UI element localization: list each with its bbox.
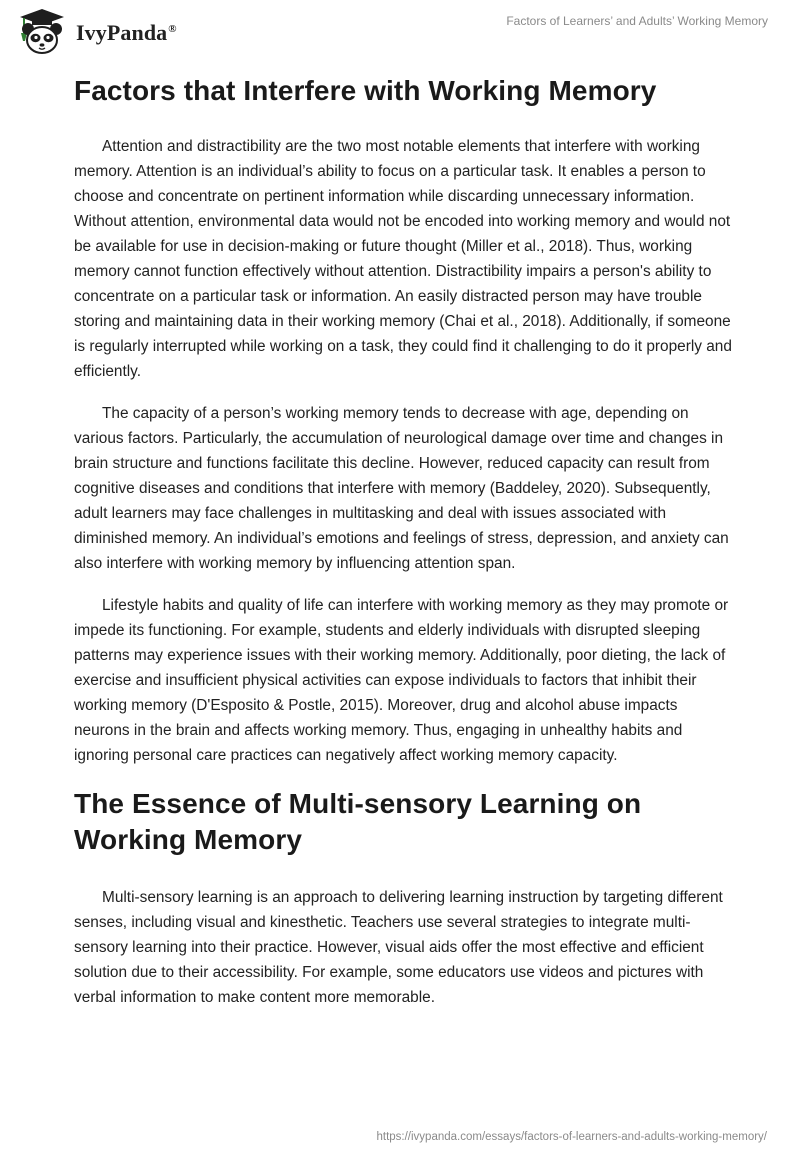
section-heading: The Essence of Multi-sensory Learning on Working Memory: [74, 788, 642, 855]
panda-graduate-icon: [16, 7, 68, 57]
body-paragraph: Attention and distractibility are the two most notable elements that interfere with working memory. Attention is an individual’s ability to focus on a particular task. It enables a person to choose and concentrate on pertinent information while discarding unnecessary information. Without attention, environmental data would not be encoded into working memory and would not be available for use in decision-making or future thought (Miller et al., 2018). Thus, working memory cannot function effectively without attention. Distractibility impairs a person's ability to concentrate on a particular task or information. An easily distracted person may have trouble storing and maintaining data in their working memory (Chai et al., 2018). Additionally, if someone is regularly interrupted while working on a task, they could find it challenging to do it properly and efficiently.: [74, 138, 732, 380]
source-url[interactable]: https://ivypanda.com/essays/factors-of-learners-and-adults-working-memory/: [376, 1131, 767, 1143]
body-paragraph: Lifestyle habits and quality of life can interfere with working memory as they may promote or impede its functioning. For example, students and elderly individuals with disrupted sleeping patterns may experience issues with their working memory. Additionally, poor dieting, the lack of exercise and insufficient physical activities can expose individuals to factors that inhibit their working memory (D'Esposito & Postle, 2015). Moreover, drug and alcohol abuse impacts neurons in the brain and affects working memory. Thus, engaging in unhealthy habits and ignoring personal care practices can negatively affect working memory capacity.: [74, 597, 729, 764]
registered-mark: ®: [168, 22, 177, 35]
brand-name: IvyPanda®: [76, 20, 177, 45]
section-heading: Factors that Interfere with Working Memory: [74, 75, 657, 106]
running-title: Factors of Learners’ and Adults’ Working Memory: [506, 14, 768, 28]
body-paragraph: Multi-sensory learning is an approach to delivering learning instruction by targeting different senses, including visual and kinesthetic. Teachers use several strategies to integrate multi-sensory learning into their practice. However, visual aids offer the most effective and efficient solution due to their accessibility. For example, some educators use videos and pictures with verbal information to make content more memorable.: [74, 889, 723, 1006]
body-paragraph: The capacity of a person’s working memory tends to decrease with age, depending on various factors. Particularly, the accumulation of neurological damage over time and changes in brain structure and functions facilitate this decline. However, reduced capacity can result from cognitive diseases and conditions that interfere with memory (Baddeley, 2020). Subsequently, adult learners may face challenges in multitasking and deal with issues associated with diminished memory. An individual’s emotions and feelings of stress, depression, and anxiety can also interfere with working memory by influencing attention span.: [74, 405, 729, 572]
essay-body: [74, 72, 734, 1010]
page-header: [0, 0, 800, 64]
ivypanda-logo[interactable]: [16, 7, 177, 57]
